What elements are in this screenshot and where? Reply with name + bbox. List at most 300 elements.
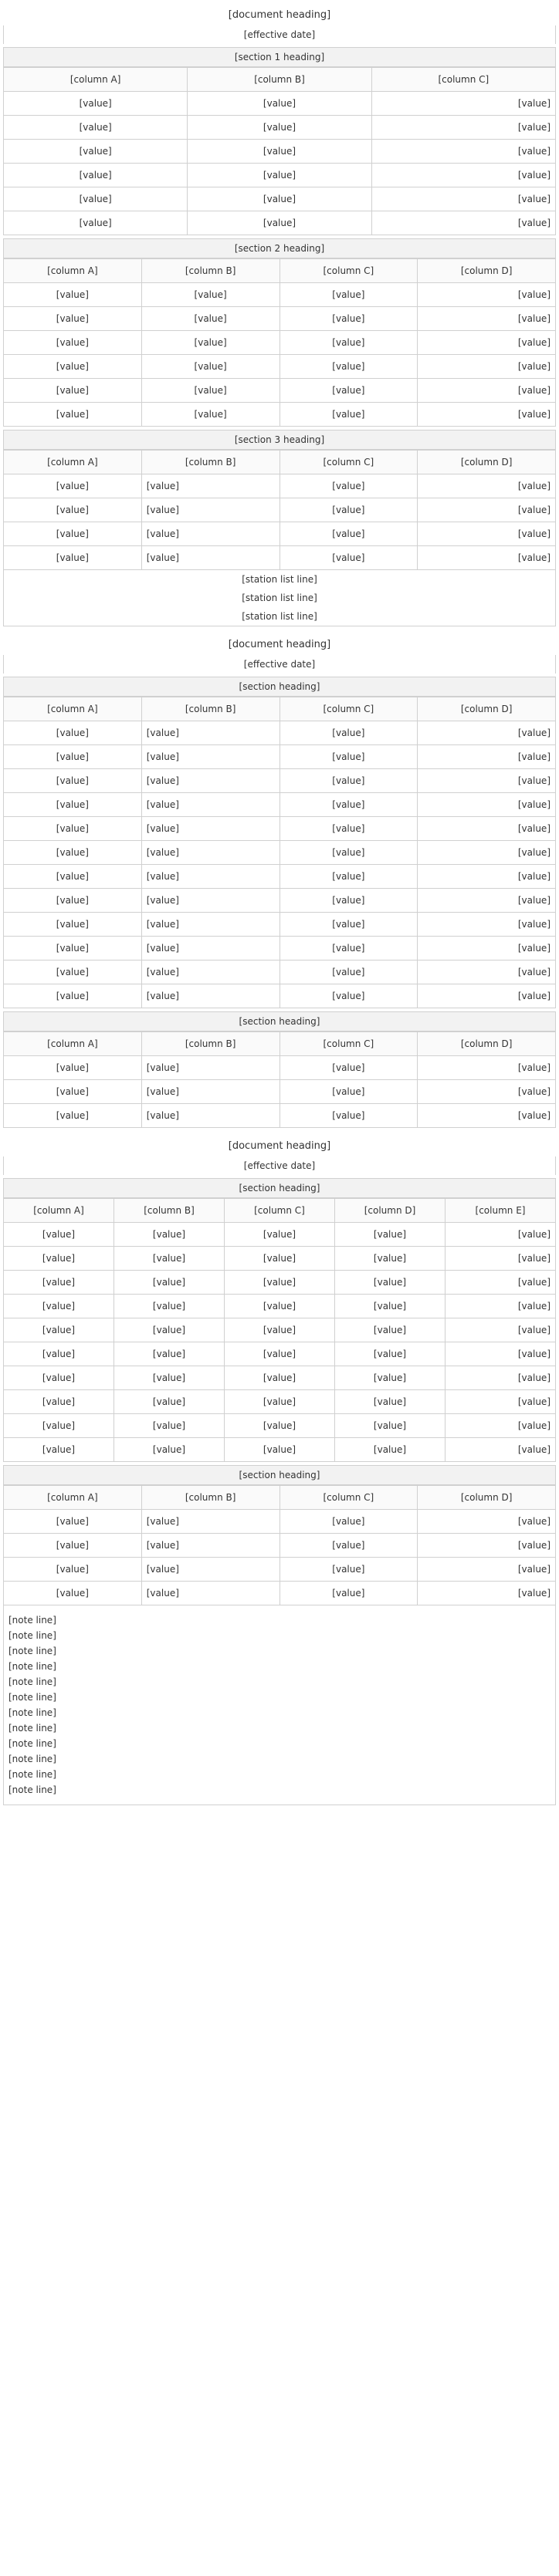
table-cell: [value]	[114, 1438, 225, 1462]
table-cell: [value]	[225, 1223, 335, 1247]
table-cell: [value]	[280, 307, 418, 331]
table-row	[4, 379, 556, 403]
table-cell: [value]	[335, 1342, 446, 1366]
table-cell: [value]	[335, 1295, 446, 1318]
table-cell: [value]	[418, 745, 556, 769]
column-header: [column B]	[141, 259, 280, 283]
doc3-effective: [effective date]	[3, 1156, 556, 1175]
table-cell: [value]	[4, 379, 142, 403]
table-cell: [value]	[4, 1080, 142, 1104]
table-cell: [value]	[280, 1558, 418, 1582]
table-cell: [value]	[141, 961, 280, 984]
table-row	[4, 1414, 556, 1438]
table-row	[4, 1223, 556, 1247]
table-cell: [value]	[141, 984, 280, 1008]
table-cell: [value]	[225, 1390, 335, 1414]
notes	[3, 1605, 556, 1805]
column-header: [column D]	[418, 1032, 556, 1056]
table-cell: [value]	[4, 721, 142, 745]
table-cell: [value]	[225, 1342, 335, 1366]
column-header: [column D]	[418, 451, 556, 474]
table-cell: [value]	[280, 937, 418, 961]
table-cell: [value]	[4, 1366, 114, 1390]
table-row	[4, 1104, 556, 1128]
table-cell: [value]	[280, 1080, 418, 1104]
table-cell: [value]	[4, 1247, 114, 1271]
column-header: [column C]	[280, 451, 418, 474]
table-cell: [value]	[418, 403, 556, 427]
rate-table	[3, 67, 556, 235]
table-row	[4, 164, 556, 187]
table-cell: [value]	[280, 283, 418, 307]
table-row	[4, 1582, 556, 1605]
table-cell: [value]	[371, 187, 555, 211]
table-cell: [value]	[280, 403, 418, 427]
table-row	[4, 498, 556, 522]
table-cell: [value]	[4, 522, 142, 546]
table-cell: [value]	[335, 1414, 446, 1438]
table-cell: [value]	[188, 92, 371, 116]
table-cell: [value]	[188, 140, 371, 164]
table-cell: [value]	[446, 1318, 556, 1342]
table-cell: [value]	[418, 1104, 556, 1128]
table-cell: [value]	[4, 546, 142, 570]
column-header: [column A]	[4, 451, 142, 474]
table-cell: [value]	[4, 1342, 114, 1366]
column-header: [column A]	[4, 1032, 142, 1056]
table-cell: [value]	[114, 1366, 225, 1390]
column-header: [column C]	[280, 697, 418, 721]
table-cell: [value]	[141, 745, 280, 769]
table-cell: [value]	[141, 331, 280, 355]
table-row	[4, 913, 556, 937]
column-header: [column B]	[141, 1032, 280, 1056]
table-cell: [value]	[4, 1223, 114, 1247]
table-cell: [value]	[418, 937, 556, 961]
table-cell: [value]	[418, 1080, 556, 1104]
section-heading: [section heading]	[3, 1465, 556, 1485]
table-cell: [value]	[225, 1295, 335, 1318]
table-cell: [value]	[4, 307, 142, 331]
table-row	[4, 1247, 556, 1271]
table-cell: [value]	[4, 841, 142, 865]
table-cell: [value]	[141, 283, 280, 307]
column-header: [column B]	[141, 697, 280, 721]
table-cell: [value]	[418, 889, 556, 913]
table-cell: [value]	[141, 403, 280, 427]
table-cell: [value]	[4, 1271, 114, 1295]
table-cell: [value]	[4, 116, 188, 140]
table-cell: [value]	[280, 793, 418, 817]
table-cell: [value]	[280, 1104, 418, 1128]
table-cell: [value]	[4, 1390, 114, 1414]
table-cell: [value]	[280, 817, 418, 841]
table-row	[4, 522, 556, 546]
table-cell: [value]	[188, 187, 371, 211]
table-cell: [value]	[141, 1104, 280, 1128]
table-cell: [value]	[4, 1582, 142, 1605]
table-cell: [value]	[141, 889, 280, 913]
table-cell: [value]	[418, 355, 556, 379]
table-row	[4, 745, 556, 769]
table-cell: [value]	[114, 1318, 225, 1342]
table-cell: [value]	[141, 817, 280, 841]
table-cell: [value]	[114, 1342, 225, 1366]
table-cell: [value]	[225, 1366, 335, 1390]
table-cell: [value]	[114, 1223, 225, 1247]
section-heading: [section heading]	[3, 1178, 556, 1198]
table-cell: [value]	[4, 164, 188, 187]
rate-table	[3, 697, 556, 1008]
section-heading: [section 3 heading]	[3, 430, 556, 450]
table-cell: [value]	[418, 331, 556, 355]
table-cell: [value]	[4, 474, 142, 498]
table-row	[4, 865, 556, 889]
table-cell: [value]	[188, 116, 371, 140]
table-cell: [value]	[188, 164, 371, 187]
section-heading: [section 1 heading]	[3, 47, 556, 67]
table-cell: [value]	[418, 984, 556, 1008]
table-cell: [value]	[280, 546, 418, 570]
table-cell: [value]	[141, 793, 280, 817]
column-header: [column C]	[280, 1032, 418, 1056]
section-heading: [section heading]	[3, 1011, 556, 1031]
column-header: [column A]	[4, 1486, 142, 1510]
table-cell: [value]	[280, 769, 418, 793]
table-row	[4, 984, 556, 1008]
table-cell: [value]	[280, 721, 418, 745]
table-cell: [value]	[418, 474, 556, 498]
table-cell: [value]	[4, 403, 142, 427]
table-row	[4, 331, 556, 355]
table-row	[4, 187, 556, 211]
table-cell: [value]	[280, 865, 418, 889]
column-header: [column D]	[418, 259, 556, 283]
table-cell: [value]	[141, 1558, 280, 1582]
table-cell: [value]	[418, 1534, 556, 1558]
table-row	[4, 937, 556, 961]
table-cell: [value]	[418, 498, 556, 522]
table-cell: [value]	[280, 1510, 418, 1534]
table-cell: [value]	[280, 841, 418, 865]
doc1-section-2	[3, 238, 556, 427]
column-header: [column D]	[335, 1199, 446, 1223]
table-cell: [value]	[141, 937, 280, 961]
table-cell: [value]	[371, 211, 555, 235]
table-cell: [value]	[4, 769, 142, 793]
table-cell: [value]	[141, 498, 280, 522]
table-cell: [value]	[4, 1534, 142, 1558]
table-cell: [value]	[446, 1271, 556, 1295]
table-cell: [value]	[446, 1342, 556, 1366]
note-line: [note line]	[8, 1769, 56, 1780]
table-cell: [value]	[446, 1390, 556, 1414]
table-cell: [value]	[225, 1271, 335, 1295]
table-cell: [value]	[335, 1438, 446, 1462]
column-header: [column D]	[418, 697, 556, 721]
note-line: [note line]	[8, 1707, 56, 1718]
table-cell: [value]	[280, 913, 418, 937]
note-line: [note line]	[8, 1754, 56, 1764]
table-cell: [value]	[114, 1414, 225, 1438]
table-row	[4, 211, 556, 235]
table-cell: [value]	[141, 721, 280, 745]
table-row	[4, 1366, 556, 1390]
table-cell: [value]	[4, 961, 142, 984]
table-row	[4, 546, 556, 570]
table-cell: [value]	[280, 1582, 418, 1605]
table-row	[4, 474, 556, 498]
table-cell: [value]	[280, 1056, 418, 1080]
table-row	[4, 1271, 556, 1295]
column-header: [column A]	[4, 697, 142, 721]
table-cell: [value]	[280, 355, 418, 379]
table-cell: [value]	[225, 1318, 335, 1342]
table-cell: [value]	[280, 474, 418, 498]
table-cell: [value]	[335, 1318, 446, 1342]
column-header: [column D]	[418, 1486, 556, 1510]
station-line: [station list line]	[3, 570, 556, 589]
table-row	[4, 793, 556, 817]
table-cell: [value]	[418, 865, 556, 889]
table-cell: [value]	[4, 984, 142, 1008]
table-cell: [value]	[4, 913, 142, 937]
table-cell: [value]	[371, 92, 555, 116]
table-cell: [value]	[418, 546, 556, 570]
section-heading: [section 2 heading]	[3, 238, 556, 258]
table-cell: [value]	[446, 1366, 556, 1390]
doc2-effective: [effective date]	[3, 655, 556, 674]
table-cell: [value]	[114, 1390, 225, 1414]
table-cell: [value]	[280, 889, 418, 913]
table-cell: [value]	[141, 474, 280, 498]
table-cell: [value]	[4, 1414, 114, 1438]
rate-table	[3, 258, 556, 427]
note-line: [note line]	[8, 1615, 56, 1626]
table-cell: [value]	[4, 1438, 114, 1462]
table-cell: [value]	[141, 307, 280, 331]
column-header: [column A]	[4, 259, 142, 283]
table-cell: [value]	[141, 1534, 280, 1558]
table-row	[4, 1056, 556, 1080]
table-cell: [value]	[141, 769, 280, 793]
table-cell: [value]	[4, 865, 142, 889]
table-cell: [value]	[280, 498, 418, 522]
table-cell: [value]	[280, 745, 418, 769]
doc3-title: [document heading]	[228, 1140, 331, 1152]
table-cell: [value]	[4, 92, 188, 116]
table-cell: [value]	[280, 1534, 418, 1558]
table-cell: [value]	[335, 1271, 446, 1295]
table-cell: [value]	[335, 1390, 446, 1414]
table-cell: [value]	[371, 140, 555, 164]
note-line: [note line]	[8, 1676, 56, 1687]
table-cell: [value]	[418, 1558, 556, 1582]
table-cell: [value]	[4, 937, 142, 961]
table-row	[4, 721, 556, 745]
column-header: [column C]	[371, 68, 555, 92]
table-cell: [value]	[4, 1558, 142, 1582]
table-cell: [value]	[335, 1223, 446, 1247]
table-cell: [value]	[114, 1271, 225, 1295]
table-cell: [value]	[4, 817, 142, 841]
table-row	[4, 1438, 556, 1462]
table-cell: [value]	[418, 379, 556, 403]
table-cell: [value]	[335, 1247, 446, 1271]
note-line: [note line]	[8, 1692, 56, 1703]
table-cell: [value]	[188, 211, 371, 235]
table-cell: [value]	[225, 1438, 335, 1462]
table-cell: [value]	[141, 865, 280, 889]
doc3-section-1	[3, 1178, 556, 1462]
table-cell: [value]	[335, 1366, 446, 1390]
table-row	[4, 889, 556, 913]
table-cell: [value]	[4, 498, 142, 522]
rate-table	[3, 1198, 556, 1462]
column-header: [column E]	[446, 1199, 556, 1223]
table-row	[4, 1318, 556, 1342]
table-cell: [value]	[225, 1414, 335, 1438]
table-row	[4, 1534, 556, 1558]
table-row	[4, 92, 556, 116]
doc1-effective: [effective date]	[3, 25, 556, 44]
column-header: [column B]	[114, 1199, 225, 1223]
rate-table	[3, 1031, 556, 1128]
table-row	[4, 961, 556, 984]
table-cell: [value]	[446, 1295, 556, 1318]
note-line: [note line]	[8, 1646, 56, 1656]
table-cell: [value]	[141, 355, 280, 379]
doc2-section-2	[3, 1011, 556, 1128]
table-row	[4, 355, 556, 379]
table-cell: [value]	[4, 1510, 142, 1534]
table-cell: [value]	[418, 769, 556, 793]
table-row	[4, 1342, 556, 1366]
doc1-title: [document heading]	[228, 9, 331, 21]
column-header: [column B]	[141, 1486, 280, 1510]
table-cell: [value]	[418, 721, 556, 745]
rate-table	[3, 1485, 556, 1605]
table-cell: [value]	[141, 379, 280, 403]
table-cell: [value]	[141, 522, 280, 546]
table-row	[4, 1295, 556, 1318]
table-cell: [value]	[446, 1414, 556, 1438]
table-cell: [value]	[418, 522, 556, 546]
table-cell: [value]	[280, 961, 418, 984]
table-row	[4, 841, 556, 865]
table-cell: [value]	[141, 841, 280, 865]
table-cell: [value]	[141, 1582, 280, 1605]
table-cell: [value]	[418, 913, 556, 937]
table-row	[4, 283, 556, 307]
table-cell: [value]	[4, 283, 142, 307]
table-row	[4, 1080, 556, 1104]
table-cell: [value]	[141, 1080, 280, 1104]
table-cell: [value]	[4, 1056, 142, 1080]
table-cell: [value]	[418, 283, 556, 307]
station-line: [station list line]	[3, 607, 556, 626]
note-line: [note line]	[8, 1661, 56, 1672]
table-row	[4, 140, 556, 164]
note-line: [note line]	[8, 1738, 56, 1749]
table-cell: [value]	[4, 140, 188, 164]
table-row	[4, 817, 556, 841]
table-cell: [value]	[4, 355, 142, 379]
table-cell: [value]	[141, 546, 280, 570]
column-header: [column A]	[4, 1199, 114, 1223]
table-row	[4, 769, 556, 793]
table-cell: [value]	[114, 1247, 225, 1271]
table-row	[4, 1510, 556, 1534]
table-cell: [value]	[418, 1056, 556, 1080]
table-cell: [value]	[225, 1247, 335, 1271]
table-cell: [value]	[446, 1438, 556, 1462]
table-cell: [value]	[4, 1104, 142, 1128]
table-cell: [value]	[418, 793, 556, 817]
note-line: [note line]	[8, 1723, 56, 1734]
table-cell: [value]	[446, 1247, 556, 1271]
table-cell: [value]	[4, 187, 188, 211]
station-line: [station list line]	[3, 589, 556, 607]
table-cell: [value]	[418, 307, 556, 331]
table-row	[4, 307, 556, 331]
table-cell: [value]	[280, 379, 418, 403]
table-cell: [value]	[418, 817, 556, 841]
table-cell: [value]	[114, 1295, 225, 1318]
doc1-section-3	[3, 430, 556, 570]
table-cell: [value]	[418, 961, 556, 984]
table-cell: [value]	[4, 745, 142, 769]
column-header: [column A]	[4, 68, 188, 92]
table-cell: [value]	[4, 889, 142, 913]
table-row	[4, 1390, 556, 1414]
note-line: [note line]	[8, 1630, 56, 1641]
column-header: [column C]	[280, 259, 418, 283]
table-cell: [value]	[371, 116, 555, 140]
table-cell: [value]	[280, 331, 418, 355]
table-cell: [value]	[418, 1510, 556, 1534]
table-cell: [value]	[280, 522, 418, 546]
doc1-section-1	[3, 47, 556, 235]
table-row	[4, 116, 556, 140]
table-row	[4, 403, 556, 427]
table-cell: [value]	[141, 1510, 280, 1534]
table-cell: [value]	[141, 913, 280, 937]
column-header: [column B]	[141, 451, 280, 474]
table-cell: [value]	[446, 1223, 556, 1247]
column-header: [column C]	[225, 1199, 335, 1223]
section-heading: [section heading]	[3, 677, 556, 697]
table-cell: [value]	[418, 841, 556, 865]
column-header: [column B]	[188, 68, 371, 92]
doc2-section-1	[3, 677, 556, 1008]
rate-table	[3, 450, 556, 570]
table-cell: [value]	[4, 1318, 114, 1342]
table-cell: [value]	[4, 331, 142, 355]
note-line: [note line]	[8, 1784, 56, 1795]
table-cell: [value]	[141, 1056, 280, 1080]
table-cell: [value]	[280, 984, 418, 1008]
table-row	[4, 1558, 556, 1582]
table-cell: [value]	[4, 1295, 114, 1318]
doc3-section-2	[3, 1465, 556, 1605]
table-cell: [value]	[418, 1582, 556, 1605]
doc2-title: [document heading]	[228, 639, 331, 650]
table-cell: [value]	[4, 211, 188, 235]
column-header: [column C]	[280, 1486, 418, 1510]
table-cell: [value]	[371, 164, 555, 187]
table-cell: [value]	[4, 793, 142, 817]
